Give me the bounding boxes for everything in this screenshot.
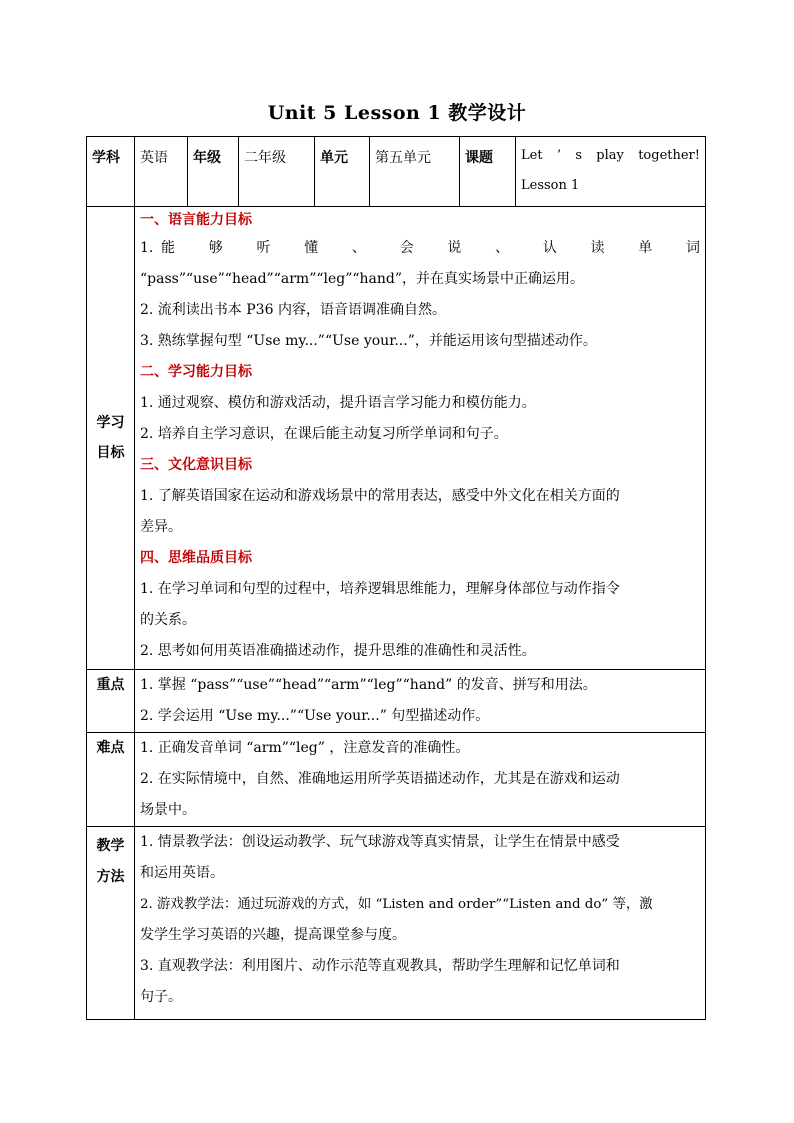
objective-item: 1. 通过观察、模仿和游戏活动，提升语言学习能力和模仿能力。 (140, 395, 536, 411)
objective-item: 2. 流利读出书本 P36 内容，语音语调准确自然。 (140, 302, 446, 318)
method-item-cont: 和运用英语。 (140, 865, 224, 881)
objective-item-cont: 差异。 (140, 519, 182, 535)
grade-value: 二年级 (239, 137, 315, 207)
difficulty-item: 1. 正确发音单词 “arm”“leg” ，注意发音的准确性。 (140, 740, 470, 756)
objectives-row (87, 207, 706, 670)
methods-label-line-2: 方法 (96, 869, 125, 885)
objectives-label-line-2: 目标 (96, 445, 125, 461)
section-heading: 三、文化意识目标 (140, 457, 252, 473)
objective-item: 2. 培养自主学习意识，在课后能主动复习所学单词和句子。 (140, 426, 508, 442)
unit-value: 第五单元 (370, 137, 460, 207)
lesson-plan-table (86, 136, 706, 1020)
objective-item: 3. 熟练掌握句型 “Use my...”“Use your...”，并能运用该句型描述动作。 (140, 333, 597, 349)
difficulties-row (87, 733, 706, 827)
objective-item: 2. 思考如何用英语准确描述动作，提升思维的准确性和灵活性。 (140, 643, 536, 659)
key-points-row (87, 670, 706, 733)
difficulties-label: 难点 (87, 733, 135, 827)
section-heading: 四、思维品质目标 (140, 550, 252, 566)
difficulty-item: 2. 在实际情境中，自然、准确地运用所学英语描述动作，尤其是在游戏和运动 (140, 771, 620, 787)
topic-line-2: Lesson 1 (521, 178, 580, 193)
header-row (87, 137, 706, 207)
methods-row (87, 827, 706, 1020)
method-item: 1. 情景教学法：创设运动教学、玩气球游戏等真实情景，让学生在情景中感受 (140, 834, 620, 850)
difficulty-item-cont: 场景中。 (140, 802, 196, 818)
objective-item-cont: 的关系。 (140, 612, 196, 628)
key-point-item: 2. 学会运用 “Use my...”“Use your...” 句型描述动作。 (140, 708, 490, 724)
objectives-label (87, 207, 135, 670)
objectives-label-line-1: 学习 (96, 415, 125, 431)
grade-label: 年级 (188, 137, 239, 207)
subject-value: 英语 (135, 137, 188, 207)
method-item: 2. 游戏教学法：通过玩游戏的方式，如 “Listen and order”“Listen and do” 等，激 (140, 897, 653, 912)
method-item-cont: 发学生学习英语的兴趣，提高课堂参与度。 (140, 927, 406, 943)
key-points-content (135, 670, 706, 733)
topic-value (516, 137, 706, 207)
methods-content (135, 827, 706, 1020)
objective-item-cont: “pass”“use”“head”“arm”“leg”“hand”，并在真实场景中正确运用。 (140, 271, 585, 287)
method-item: 3. 直观教学法：利用图片、动作示范等直观教具，帮助学生理解和记忆单词和 (140, 958, 620, 974)
methods-label (87, 827, 135, 1020)
subject-label: 学科 (87, 137, 135, 207)
objective-item: 1. 了解英语国家在运动和游戏场景中的常用表达，感受中外文化在相关方面的 (140, 488, 620, 504)
key-points-label: 重点 (87, 670, 135, 733)
key-point-item: 1. 掌握 “pass”“use”“head”“arm”“leg”“hand” 的发音、拼写和用法。 (140, 677, 597, 693)
methods-label-line-1: 教学 (96, 838, 125, 854)
section-heading: 二、学习能力目标 (140, 364, 252, 380)
section-heading: 一、语言能力目标 (140, 212, 252, 228)
objective-item: 1. 在学习单词和句型的过程中，培养逻辑思维能力，理解身体部位与动作指令 (140, 581, 620, 597)
objectives-content (135, 207, 706, 670)
method-item-cont: 句子。 (140, 989, 182, 1005)
objective-item: 1.能 够 听 懂 、 会 说 、 认 读 单 词 (140, 240, 700, 256)
topic-label: 课题 (460, 137, 516, 207)
document-title: Unit 5 Lesson 1 教学设计 (267, 102, 527, 124)
topic-line-1: Let ’ s play together! (521, 148, 700, 163)
difficulties-content (135, 733, 706, 827)
unit-label: 单元 (315, 137, 370, 207)
